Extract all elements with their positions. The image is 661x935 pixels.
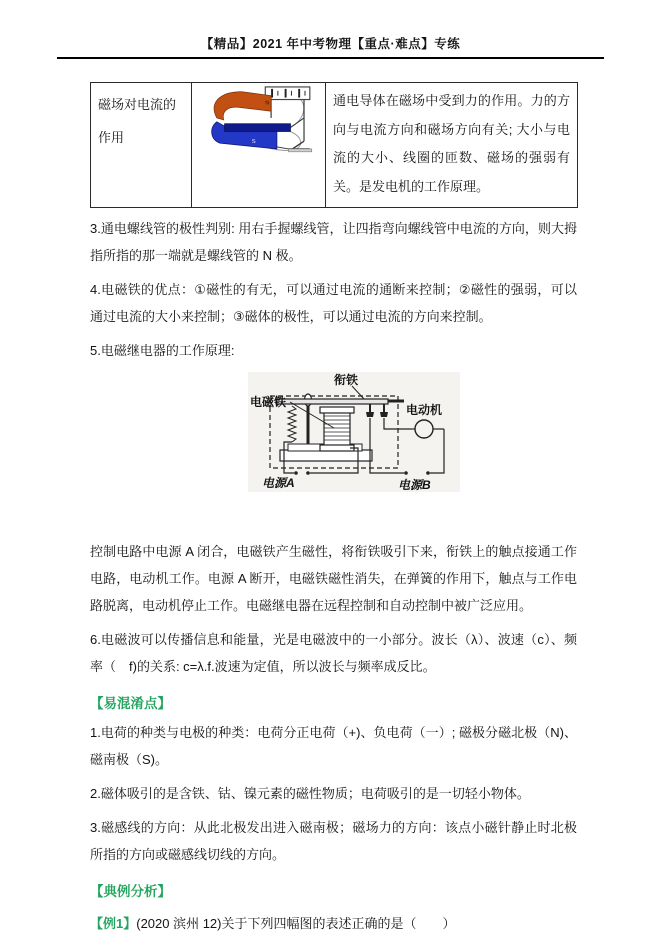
battery-icon <box>265 87 310 100</box>
magnet-s-label: S <box>251 139 256 146</box>
page-header-title: 【精品】2021 年中考物理【重点·难点】专练 <box>200 37 461 51</box>
note-item-4: 4.电磁铁的优点：①磁性的有无，可以通过电流的通断来控制；②磁性的强弱，可以通过电流的大小来控制；③磁体的极性，可以通过电流的方向来控制。 <box>90 282 577 324</box>
power-a-terminal-right <box>306 471 310 475</box>
relay-diagram-figure <box>248 372 460 492</box>
table-cell-figure <box>192 83 326 208</box>
confusion-item-3: 3.磁感线的方向：从此北极发出进入磁南极；磁场力的方向：该点小磁针静止时北极所指的方向或磁感线切线的方向。 <box>90 820 577 862</box>
motor-label: 电动机 <box>406 403 443 417</box>
horseshoe-magnet-figure <box>194 85 323 177</box>
electromagnet-label: 电磁铁 <box>250 395 287 409</box>
document-content <box>90 82 577 935</box>
armature-label: 衔铁 <box>334 373 359 387</box>
power-a-terminal-left <box>294 471 298 475</box>
note-item-5: 5.电磁继电器的工作原理: <box>90 343 235 358</box>
example-1-text: (2020 滨州 12)关于下列四幅图的表述正确的是（ ） <box>136 916 456 931</box>
power-b-terminal-right <box>426 471 430 475</box>
relay-explanation: 控制电路中电源 A 闭合，电磁铁产生磁性，将衔铁吸引下来，衔铁上的触点接通工作电路，电动机工作。电源 A 断开，电磁铁磁性消失，在弹簧的作用下，触点与工作电路脱离，电动机停止工作。电磁继电器在远程控制和自动控制中被广泛应用。 <box>90 544 577 613</box>
example-section-heading: 【典例分析】 <box>90 884 171 899</box>
conductor-rod <box>225 124 291 132</box>
power-b-label: 电源B <box>398 478 431 492</box>
rod-wire <box>290 118 304 128</box>
power-a-label: 电源A <box>262 476 295 490</box>
table-cell-description: 通电导体在磁场中受到力的作用。力的方向与电流方向和磁场方向有关; 大小与电流的大小、线圈的匝数、磁场的强弱有关。是发电机的工作原理。 <box>326 83 578 208</box>
example-1-label: 【例1】 <box>90 916 137 931</box>
note-item-3: 3.通电螺线管的极性判别: 用右手握螺线管，让四指弯向螺线管中电流的方向，则大拇指所指的那一端就是螺线管的 N 极。 <box>90 221 577 263</box>
confusion-item-1: 1.电荷的种类与电极的种类：电荷分正电荷（+)、负电荷（一）; 磁极分磁北极（N)、磁南极（S)。 <box>90 725 577 767</box>
header-divider <box>57 57 604 59</box>
summary-table <box>90 82 578 208</box>
note-item-6: 6.电磁波可以传播信息和能量，光是电磁波中的一小部分。波长（λ）、波速（c）、频率（ f)的关系: c=λ.f.波速为定值，所以波长与频率成反比。 <box>90 632 577 674</box>
relay-diagram-svg <box>248 372 460 492</box>
magnet-n-label: N <box>265 100 270 107</box>
electromagnet-coil <box>320 407 354 451</box>
table-row <box>91 83 578 208</box>
table-cell-topic: 磁场对电流的作用 <box>91 83 192 208</box>
example-1-line <box>90 910 577 935</box>
power-b-terminal-left <box>404 471 408 475</box>
confusion-section-heading: 【易混淆点】 <box>90 696 171 711</box>
confusion-item-2: 2.磁体吸引的是含铁、钴、镍元素的磁性物质；电荷吸引的是一切轻小物体。 <box>90 786 530 801</box>
magnet-n-pole <box>214 92 271 120</box>
